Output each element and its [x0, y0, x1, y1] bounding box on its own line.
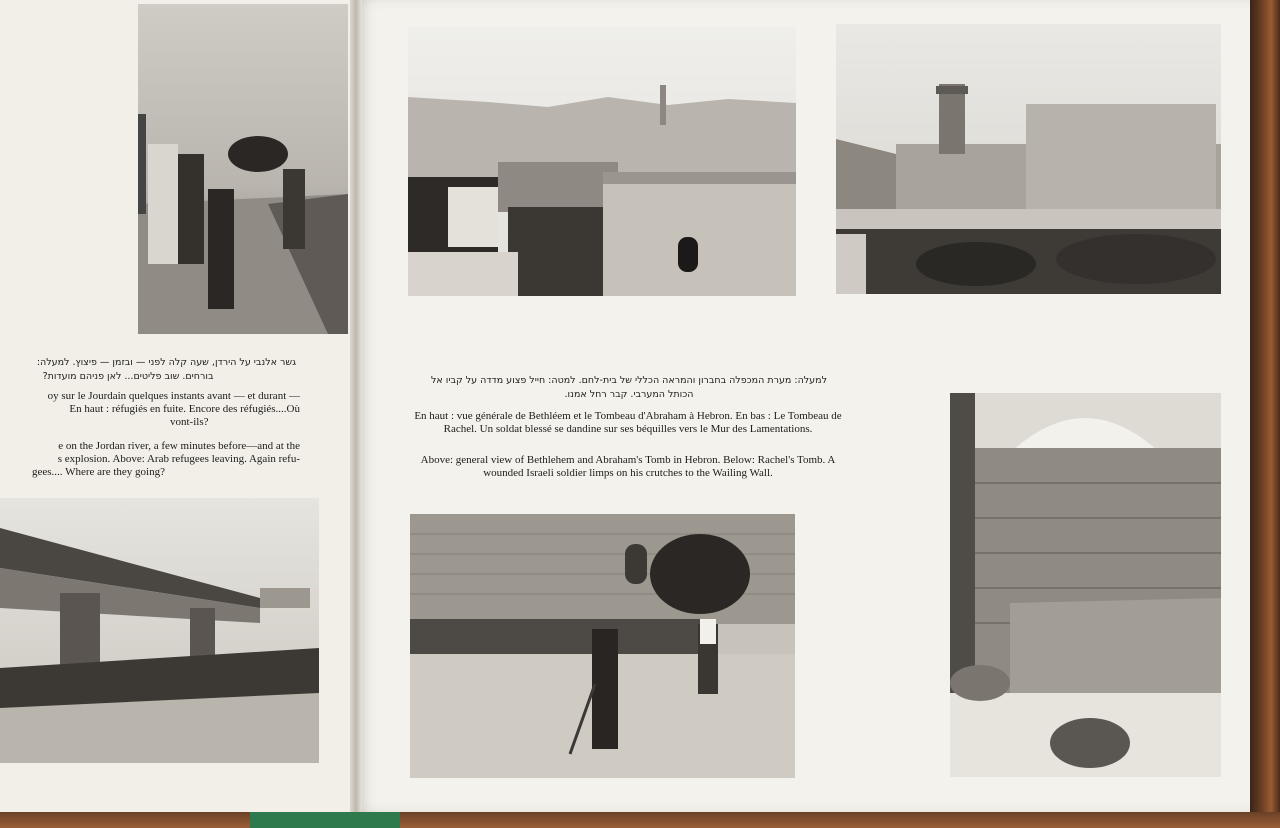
book-cover-edge: [1250, 0, 1280, 828]
hebron-tomb-photo: [836, 24, 1221, 294]
left-caption-english-line-2: s explosion. Above: Arab refugees leaving. Again refu-: [57, 453, 300, 465]
left-caption-hebrew: [0, 356, 296, 384]
right-caption-french: En haut : vue générale de Bethléem et le Tombeau d'Abraham à Hebron. En bas : Le Tombeau de Rachel. Un soldat blessé se dandine sur ses béquilles vers le Mur des Lamentations.: [414, 410, 842, 435]
green-ribbon: [250, 812, 400, 828]
right-caption-hebrew-line-2: הכותל המערבי. קבר רחל אמנו.: [564, 389, 694, 400]
left-caption-hebrew-line-2: בורחים. שוב פליטים... לאן פניהם מועדות?: [42, 371, 214, 382]
wailing-wall-photo: [410, 514, 795, 778]
book-spine: [350, 0, 362, 812]
right-caption-english: Above: general view of Bethlehem and Abraham's Tomb in Hebron. Below: Rachel's Tomb. A wounded Israeli soldier limps on his crutches to the Wailing Wall.: [420, 454, 836, 479]
left-caption-hebrew-line-1: גשר אלנבי על הירדן, שעה קלה לפני — ובזמן — פיצוץ. למעלה:: [36, 357, 296, 368]
left-caption-english: [0, 440, 300, 479]
right-caption-hebrew: [408, 374, 850, 402]
left-caption-french-line-3: vont-ils?: [170, 416, 209, 428]
bethlehem-view-photo: [408, 27, 796, 296]
left-caption-french-line-2: En haut : réfugiés en fuite. Encore des réfugiés....Où: [69, 403, 300, 415]
left-caption-french: [0, 390, 300, 429]
left-caption-english-line-3: gees.... Where are they going?: [32, 466, 165, 478]
rachels-tomb-photo: [950, 393, 1221, 777]
jordan-bridge-photo: [0, 498, 319, 763]
right-caption-hebrew-line-1: למעלה: מערת המכפלה בחברון והמראה הכללי של בית-לחם. למטה: חייל פצוע מדדה על קביו אל: [431, 375, 827, 386]
left-caption-english-line-1: e on the Jordan river, a few minutes before—and at the: [58, 440, 300, 452]
refugees-road-photo: [138, 4, 348, 334]
book-bottom-edge: [0, 812, 1280, 828]
left-caption-french-line-1: oy sur le Jourdain quelques instants avant — et durant —: [47, 390, 300, 402]
